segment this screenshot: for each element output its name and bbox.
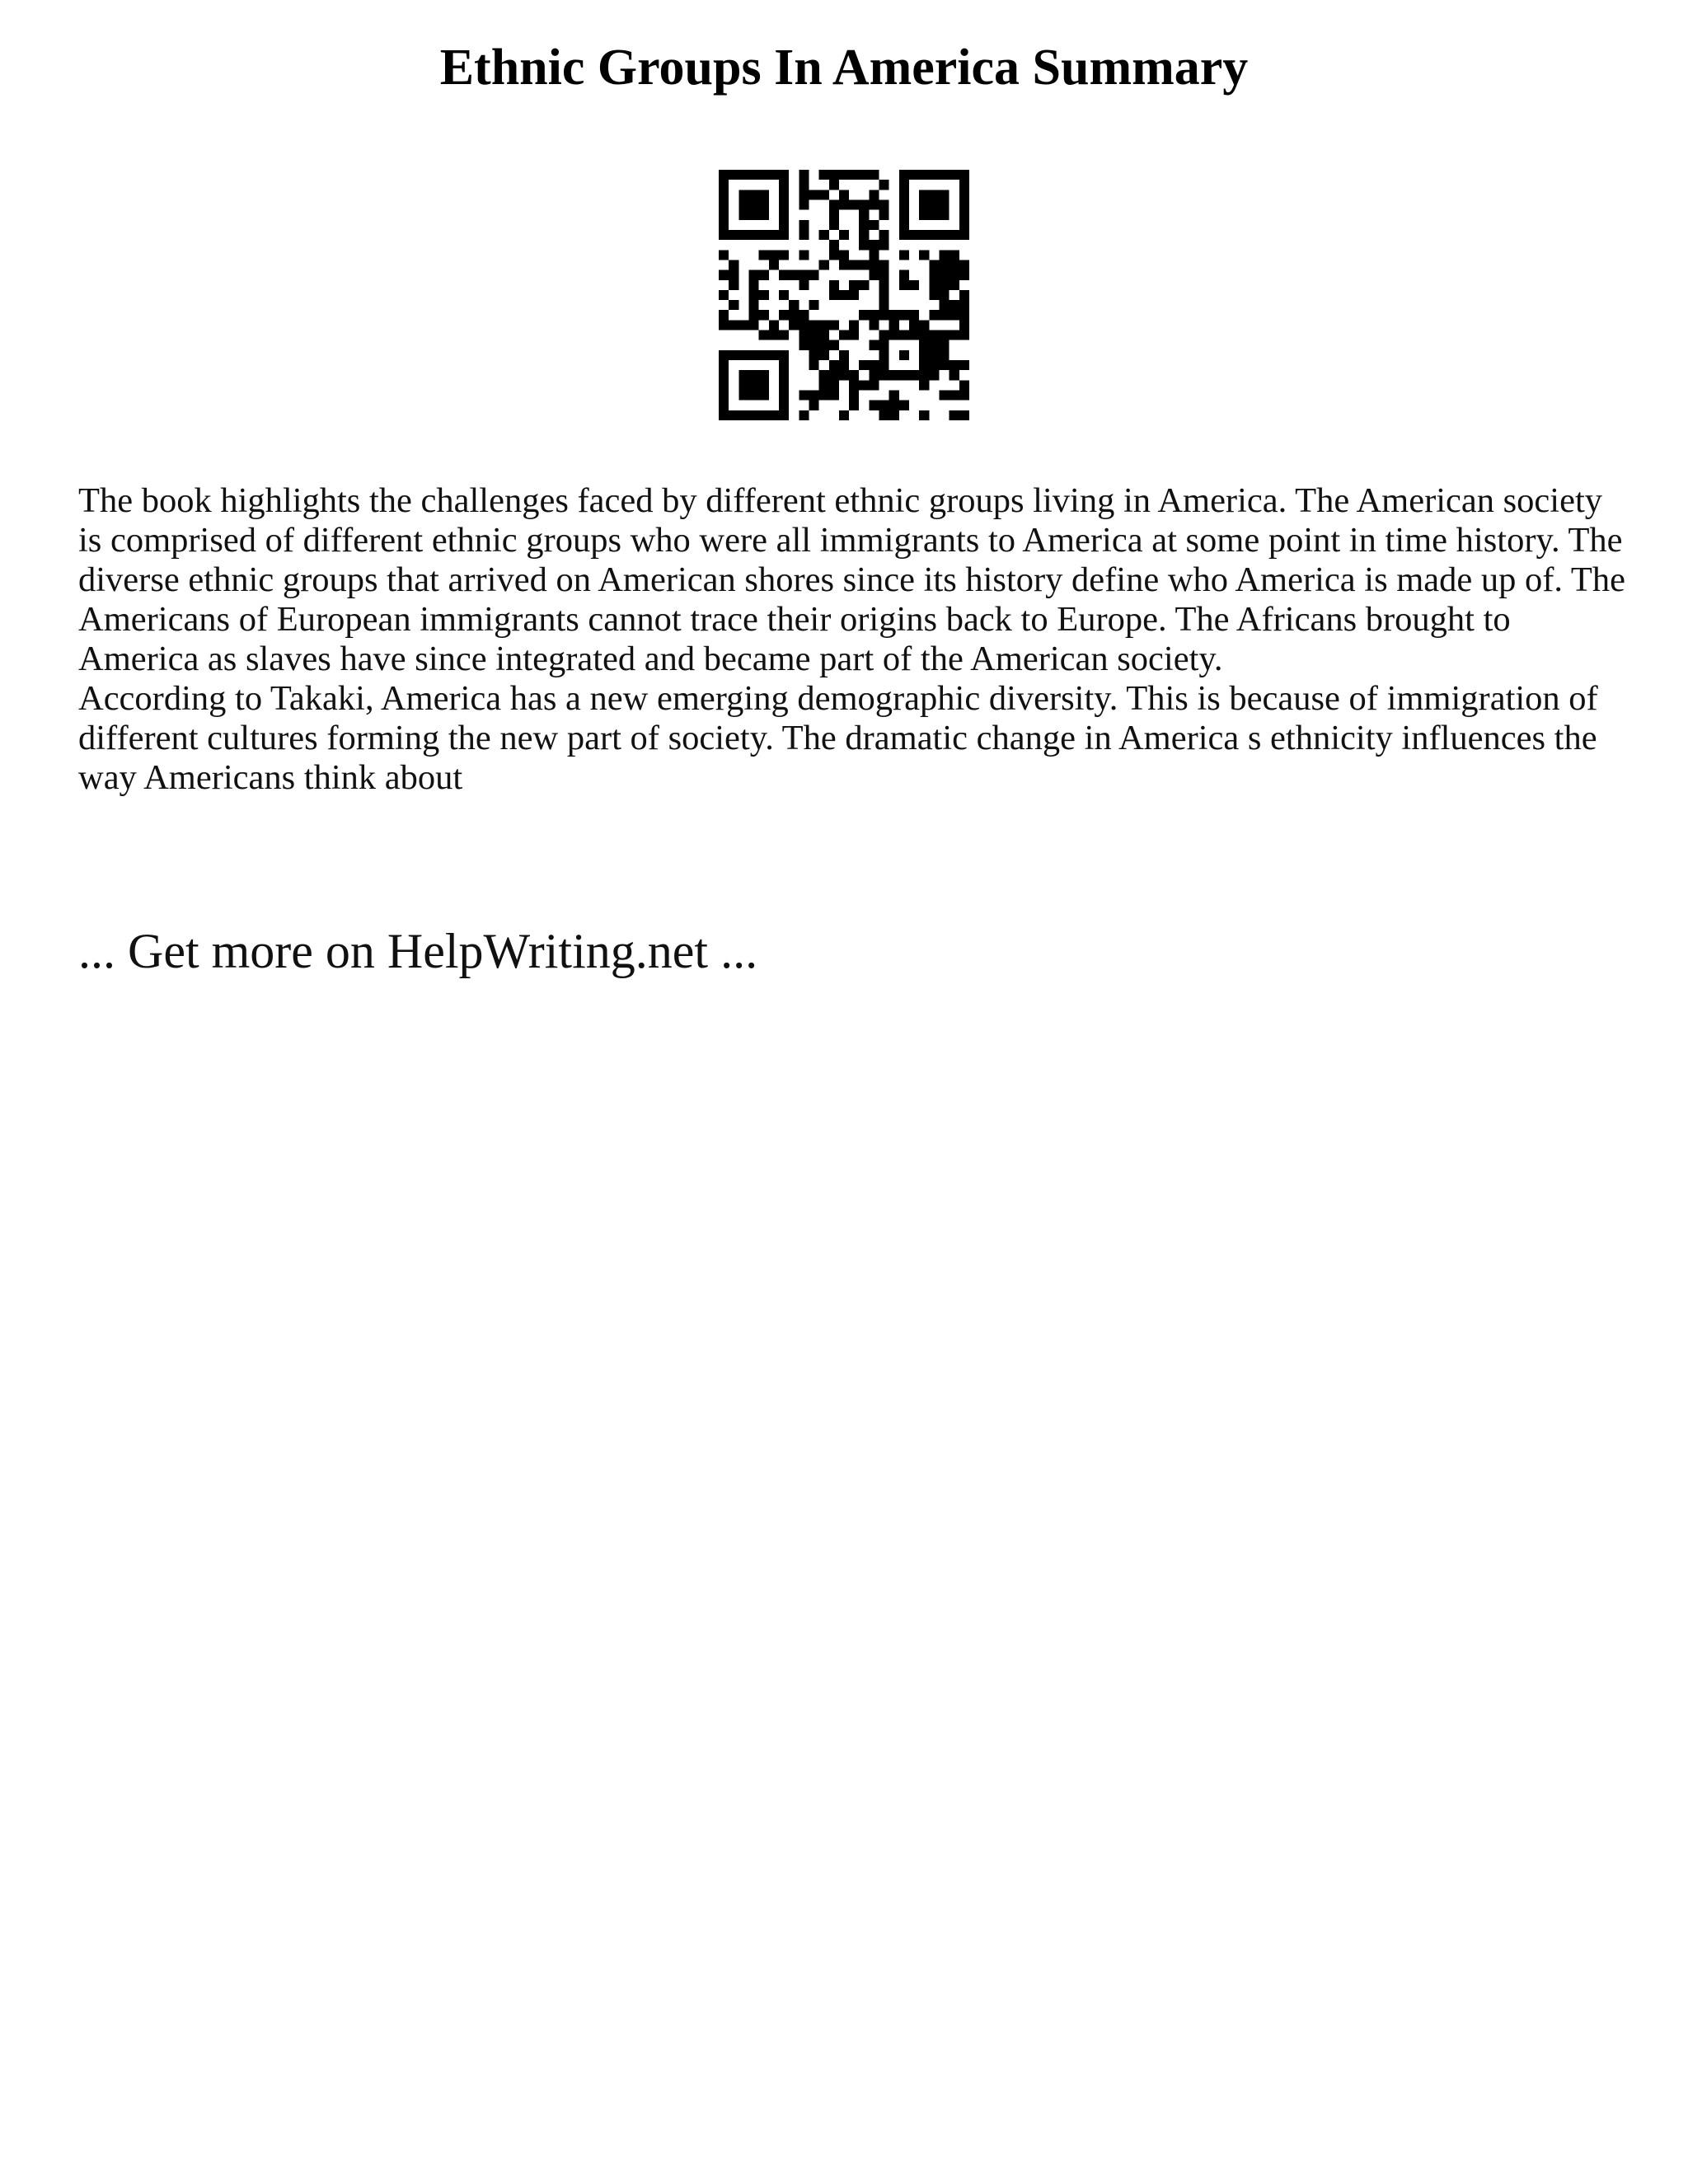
document-title: Ethnic Groups In America Summary xyxy=(439,40,1249,96)
paragraph-1: The book highlights the challenges faced by different ethnic groups living in America. The American society is comprised of different ethnic groups who were all immigrants to America at some point in time history. The diverse ethnic groups that arrived on American shores since its history define who America is made up of. The Americans of European immigrants cannot trace their origins back to Europe. The Africans brought to America as slaves have since integrated and became part of the American society. xyxy=(78,481,1625,678)
get-more-link[interactable]: ... Get more on HelpWriting.net ... xyxy=(78,924,758,978)
qr-code xyxy=(719,170,969,420)
paragraph-2: According to Takaki, America has a new emerging demographic diversity. This is because of immigration of different cultures forming the new part of society. The dramatic change in America s ethnicity influences the way Americans think about xyxy=(78,679,1598,797)
qr-code-icon xyxy=(719,170,969,420)
document-body xyxy=(78,481,1628,798)
